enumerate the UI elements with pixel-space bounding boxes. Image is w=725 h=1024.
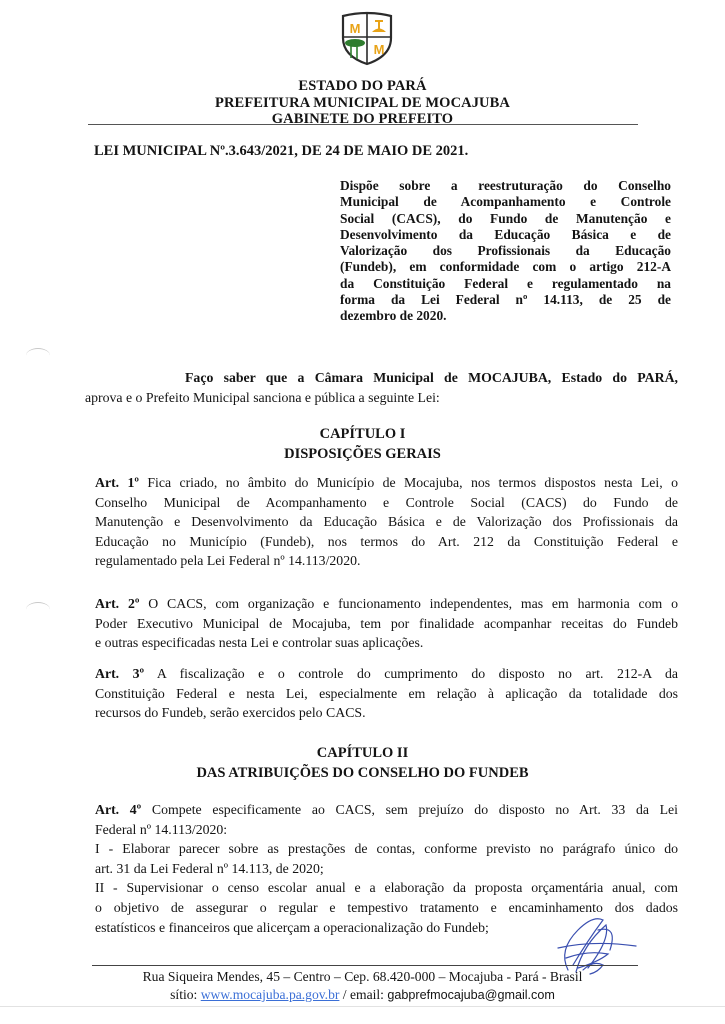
email-link[interactable]: gabprefmocajuba@gmail.com (387, 988, 555, 1002)
article-2-label: Art. 2º (95, 596, 140, 611)
ementa-line: (Fundeb), em conformidade com o artigo 212-A (340, 259, 671, 275)
article-1-text: Fica criado, no âmbito do Município de Mocajuba, nos termos dispostos nesta Lei, o (138, 475, 678, 490)
article-3-text: A fiscalização e o controle do cumprimento do disposto no art. 212-A da (144, 666, 678, 681)
article-4-text: Federal nº 14.113/2020: (95, 821, 228, 837)
preamble-normal-line: aprova e o Prefeito Municipal sanciona e pública a seguinte Lei: (85, 389, 440, 405)
site-link[interactable]: www.mocajuba.pa.gov.br (200, 987, 340, 1002)
header-prefeitura: PREFEITURA MUNICIPAL DE MOCAJUBA (215, 95, 510, 111)
header-state: ESTADO DO PARÁ (298, 78, 427, 94)
article-1-label: Art. 1º (95, 475, 139, 490)
article-3-label: Art. 3º (95, 666, 145, 681)
article-1-text: Conselho Municipal de Acompanhamento e Controle Social (CACS) do Fundo de (95, 494, 678, 510)
article-4-text: Compete especificamente ao CACS, sem prejuízo do disposto no Art. 33 da Lei (141, 802, 678, 817)
law-title: LEI MUNICIPAL Nº.3.643/2021, DE 24 DE MAIO DE 2021. (94, 143, 469, 159)
article-4-inciso-1: art. 31 da Lei Federal nº 14.113, de 2020; (95, 860, 324, 876)
ementa-line: dezembro de 2020. (340, 308, 447, 324)
header-gabinete: GABINETE DO PREFEITO (271, 111, 454, 127)
article-1-text: regulamentado pela Lei Federal nº 14.113/2020. (95, 553, 361, 569)
article-4-inciso-2: estatísticos e financeiros que alicerçam a operacionalização do Fundeb; (95, 919, 489, 935)
chapter-1-number: CAPÍTULO I (319, 426, 406, 442)
ementa-line: forma da Lei Federal nº 14.113, de 25 de (340, 292, 671, 308)
article-3-text: recursos do Fundeb, serão exercidos pelo CACS. (95, 705, 366, 721)
article-4-label: Art. 4º (95, 802, 142, 817)
ementa-line: Dispõe sobre a reestruturação do Conselho (340, 178, 671, 193)
municipal-crest-icon (337, 10, 397, 66)
article-2-text: Poder Executivo Municipal de Mocajuba, tem por finalidade acompanhar receitas do Fundeb (95, 615, 678, 631)
ementa-line: Social (CACS), do Fundo de Manutenção e (340, 210, 671, 226)
article-2-text: O CACS, com organização e funcionamento independentes, mas em harmonia com o (139, 596, 678, 611)
ementa-line: da Constituição Federal e regulamentado na (340, 275, 671, 291)
scan-edge (0, 1006, 725, 1007)
ementa-line: Valorização dos Profissionais da Educação (340, 243, 671, 259)
svg-text:M: M (373, 42, 385, 57)
footer-address: Rua Siqueira Mendes, 45 – Centro – Cep. 68.420-000 – Mocajuba - Pará - Brasil (142, 969, 583, 984)
ementa-line: Desenvolvimento da Educação Básica e de (340, 226, 671, 242)
article-2-text: e outras especificadas nesta Lei e controlar suas aplicações. (95, 635, 424, 651)
chapter-2-number: CAPÍTULO II (316, 745, 409, 761)
article-2 (95, 594, 678, 653)
email-label: / email: (339, 987, 388, 1002)
svg-text:M: M (349, 21, 361, 36)
preamble-bold-line: Faço saber que a Câmara Municipal de MOCAJUBA, Estado do PARÁ, (185, 370, 678, 385)
ementa (340, 178, 671, 325)
article-4-inciso-2: II - Supervisionar o censo escolar anual e a elaboração da proposta orçamentária anual, com (95, 880, 678, 896)
article-3 (95, 664, 678, 723)
article-4-inciso-1: I - Elaborar parecer sobre as prestações de contas, conforme previsto no parágrafo único do (95, 841, 678, 857)
footer-contact (0, 986, 725, 1004)
site-label: sítio: (170, 987, 201, 1002)
header-divider (88, 124, 638, 125)
ementa-line: Municipal de Acompanhamento e Controle (340, 194, 671, 210)
article-1-text: Manutenção e Desenvolvimento da Educação Básica e de Valorização dos Profissionais da (95, 514, 678, 530)
chapter-1-title: DISPOSIÇÕES GERAIS (284, 446, 441, 462)
article-1-text: Educação no Município (Fundeb), nos termos do Art. 212 da Constituição Federal e (95, 533, 678, 549)
article-4-inciso-2: o objetivo de assegurar o regular e tempestivo tratamento e encaminhamento dos dados (95, 899, 678, 915)
article-4 (95, 800, 678, 937)
scan-punch-mark (26, 348, 50, 363)
preamble (85, 368, 678, 407)
article-3-text: Constituição Federal e nesta Lei, especialmente em relação à aplicação da totalidade dos (95, 685, 678, 701)
chapter-2-title: DAS ATRIBUIÇÕES DO CONSELHO DO FUNDEB (196, 765, 529, 781)
scan-punch-mark (26, 602, 50, 617)
article-1 (95, 473, 678, 571)
footer-divider (92, 965, 638, 966)
